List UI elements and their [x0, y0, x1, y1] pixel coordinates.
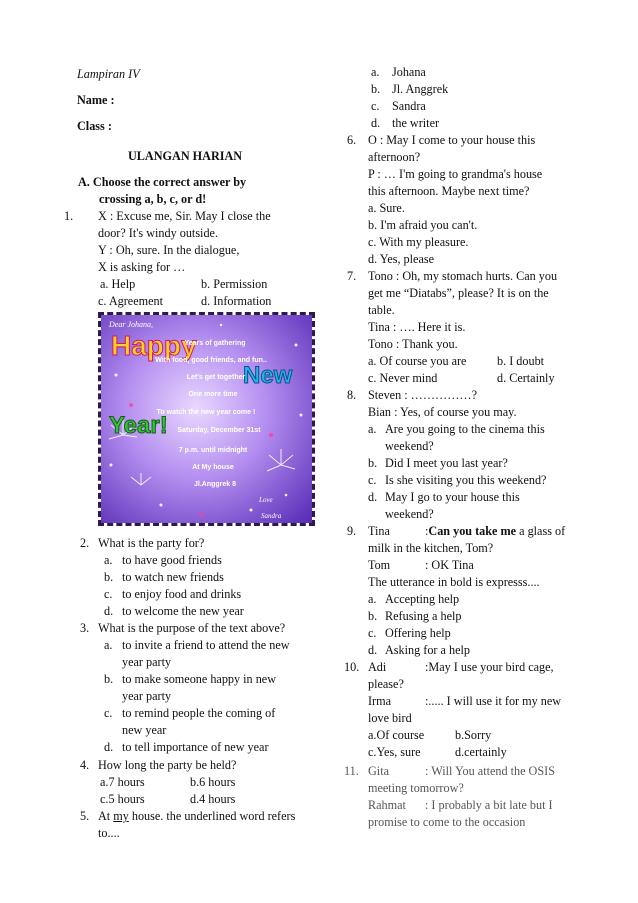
question-text: What is the party for? [98, 536, 205, 550]
answer-option: c. Never mind [368, 371, 438, 385]
question-text: :..... I will use it for my new [425, 694, 562, 708]
answer-option: d.4 hours [190, 792, 236, 806]
question-text: afternoon? [368, 150, 421, 164]
answer-option: a.Of course [368, 728, 425, 742]
answer-option: a. Help [100, 277, 136, 291]
answer-option: d. Certainly [497, 371, 555, 385]
speaker-name: Adi [368, 660, 387, 674]
answer-option: b. Permission [201, 277, 268, 291]
answer-option: the writer [392, 116, 440, 130]
answer-option: Refusing a help [385, 609, 462, 623]
answer-option: Are you going to the cinema this [385, 422, 545, 436]
question-text: get me “Diatabs”, please? It is on the [368, 286, 549, 300]
speaker-name: Gita [368, 764, 389, 778]
option-letter: c. [371, 99, 380, 113]
option-letter: b. [104, 570, 114, 584]
answer-option: May I go to your house this [385, 490, 520, 504]
question-text: promise to come to the occasion [368, 815, 526, 829]
option-letter: d. [104, 740, 114, 754]
card-greeting: Dear Johana, [109, 320, 153, 329]
answer-option: c.Yes, sure [368, 745, 421, 759]
card-new-text: New [243, 362, 293, 389]
answer-option: to watch new friends [122, 570, 224, 584]
question-text: this afternoon. Maybe next time? [368, 184, 530, 198]
question-number: 1. [64, 209, 74, 223]
answer-option: year party [122, 689, 172, 703]
section-a-instruction: crossing a, b, c, or d! [99, 192, 207, 206]
card-line: One more time [188, 391, 238, 398]
answer-option: d.certainly [455, 745, 507, 759]
question-text: At my house. the underlined word refers [98, 809, 296, 823]
question-number: 5. [80, 809, 90, 823]
question-text: : Will You attend the OSIS [425, 764, 555, 778]
answer-option: d. Yes, please [368, 252, 435, 266]
answer-option: Asking for a help [385, 643, 470, 657]
answer-option: Jl. Anggrek [392, 82, 449, 96]
answer-option: new year [122, 723, 167, 737]
answer-option: Johana [392, 65, 426, 79]
card-year-text: Year! [109, 412, 168, 439]
answer-option: year party [122, 655, 172, 669]
question-number: 3. [80, 621, 90, 635]
card-line: Let's get together [186, 374, 246, 381]
answer-option: weekend? [385, 439, 434, 453]
answer-option: a. Sure. [368, 201, 405, 215]
option-letter: c. [104, 587, 113, 601]
answer-option: b.Sorry [455, 728, 492, 742]
class-field-label: Class : [77, 119, 112, 133]
answer-option: c. With my pleasure. [368, 235, 469, 249]
option-letter: b. [368, 609, 378, 623]
question-text: :May I use your bird cage, [425, 660, 554, 674]
question-text: Bian : Yes, of course you may. [368, 405, 517, 419]
speaker-name: Tom [368, 558, 391, 572]
answer-option: Did I meet you last year? [385, 456, 508, 470]
answer-option: a.7 hours [100, 775, 145, 789]
invitation-card-image [98, 312, 315, 526]
speaker-name: Rahmat [368, 798, 406, 812]
answer-option: to welcome the new year [122, 604, 244, 618]
question-text: : I probably a bit late but I [425, 798, 553, 812]
card-line: Saturday, December 31st [177, 427, 261, 434]
question-text: table. [368, 303, 395, 317]
card-line: Years of gathering [184, 340, 246, 347]
answer-option: to have good friends [122, 553, 222, 567]
question-text: P : … I'm going to grandma's house [368, 167, 543, 181]
option-letter: d. [371, 116, 381, 130]
card-happy-text: Happy [111, 330, 197, 361]
question-text: to.... [98, 826, 120, 840]
question-text: O : May I come to your house this [368, 133, 536, 147]
answer-option: to enjoy food and drinks [122, 587, 242, 601]
option-letter: c. [104, 706, 113, 720]
question-text: Y : Oh, sure. In the dialogue, [98, 243, 240, 257]
answer-option: Accepting help [385, 592, 460, 606]
question-text: milk in the kitchen, Tom? [368, 541, 494, 555]
card-line: At My house [192, 464, 234, 471]
answer-option: a. Of course you are [368, 354, 467, 368]
option-letter: a. [368, 592, 377, 606]
option-letter: b. [104, 672, 114, 686]
answer-option: Sandra [392, 99, 426, 113]
question-text: X is asking for … [98, 260, 186, 274]
option-letter: a. [104, 553, 113, 567]
option-letter: a. [371, 65, 380, 79]
question-text: Tina : …. Here it is. [368, 320, 466, 334]
answer-option: d. Information [201, 294, 272, 308]
card-closing: Love [259, 496, 273, 504]
answer-option: c.5 hours [100, 792, 145, 806]
section-a-heading: A. Choose the correct answer by [78, 175, 247, 189]
answer-option: to make someone happy in new [122, 672, 276, 686]
question-number: 8. [347, 388, 357, 402]
card-signature: Sandra [261, 512, 282, 520]
option-letter: b. [371, 82, 381, 96]
option-letter: c. [368, 626, 377, 640]
question-text: How long the party be held? [98, 758, 237, 772]
question-text: : OK Tina [425, 558, 474, 572]
appendix-label: Lampiran IV [77, 67, 140, 81]
option-letter: a. [104, 638, 113, 652]
option-letter: d. [104, 604, 114, 618]
question-number: 7. [347, 269, 357, 283]
card-line: With food, good friends, and fun.. [155, 357, 267, 364]
question-text: meeting tomorrow? [368, 781, 464, 795]
question-number: 4. [80, 758, 90, 772]
name-field-label: Name : [77, 93, 115, 107]
bold-utterance: Can you take me [428, 524, 517, 538]
question-number: 2. [80, 536, 90, 550]
option-letter: d. [368, 643, 378, 657]
card-line: Jl.Anggrek 8 [193, 481, 237, 488]
question-text: please? [368, 677, 404, 691]
question-text: Tono : Thank you. [368, 337, 458, 351]
question-text: The utterance in bold is expresss.... [368, 575, 540, 589]
question-text: X : Excuse me, Sir. May I close the [98, 209, 271, 223]
underlined-word: my [113, 809, 129, 823]
answer-option: weekend? [385, 507, 434, 521]
card-line: To watch the new year come ! [156, 409, 256, 416]
option-letter: d. [368, 490, 378, 504]
question-number: 10. [344, 660, 360, 674]
question-number: 9. [347, 524, 357, 538]
option-letter: a. [368, 422, 377, 436]
answer-option: Offering help [385, 626, 451, 640]
answer-option: to invite a friend to attend the new [122, 638, 290, 652]
speaker-name: Tina [368, 524, 390, 538]
answer-option: to remind people the coming of [122, 706, 276, 720]
answer-option: c. Agreement [98, 294, 163, 308]
speaker-name: Irma [368, 694, 392, 708]
answer-option: b. I doubt [497, 354, 545, 368]
card-line: 7 p.m. until midnight [178, 447, 248, 454]
question-number: 11. [344, 764, 359, 778]
page-title: ULANGAN HARIAN [128, 149, 243, 163]
question-text: love bird [368, 711, 412, 725]
question-text: door? It's windy outside. [98, 226, 218, 240]
option-letter: b. [368, 456, 378, 470]
question-text: Steven : ……………? [368, 388, 477, 402]
answer-option: b. I'm afraid you can't. [368, 218, 478, 232]
answer-option: Is she visiting you this weekend? [385, 473, 547, 487]
question-text: What is the purpose of the text above? [98, 621, 286, 635]
answer-option: to tell importance of new year [122, 740, 269, 754]
question-text: Tono : Oh, my stomach hurts. Can you [368, 269, 558, 283]
option-letter: c. [368, 473, 377, 487]
question-number: 6. [347, 133, 357, 147]
answer-option: b.6 hours [190, 775, 236, 789]
question-text: :Can you take me a glass of [425, 524, 566, 538]
